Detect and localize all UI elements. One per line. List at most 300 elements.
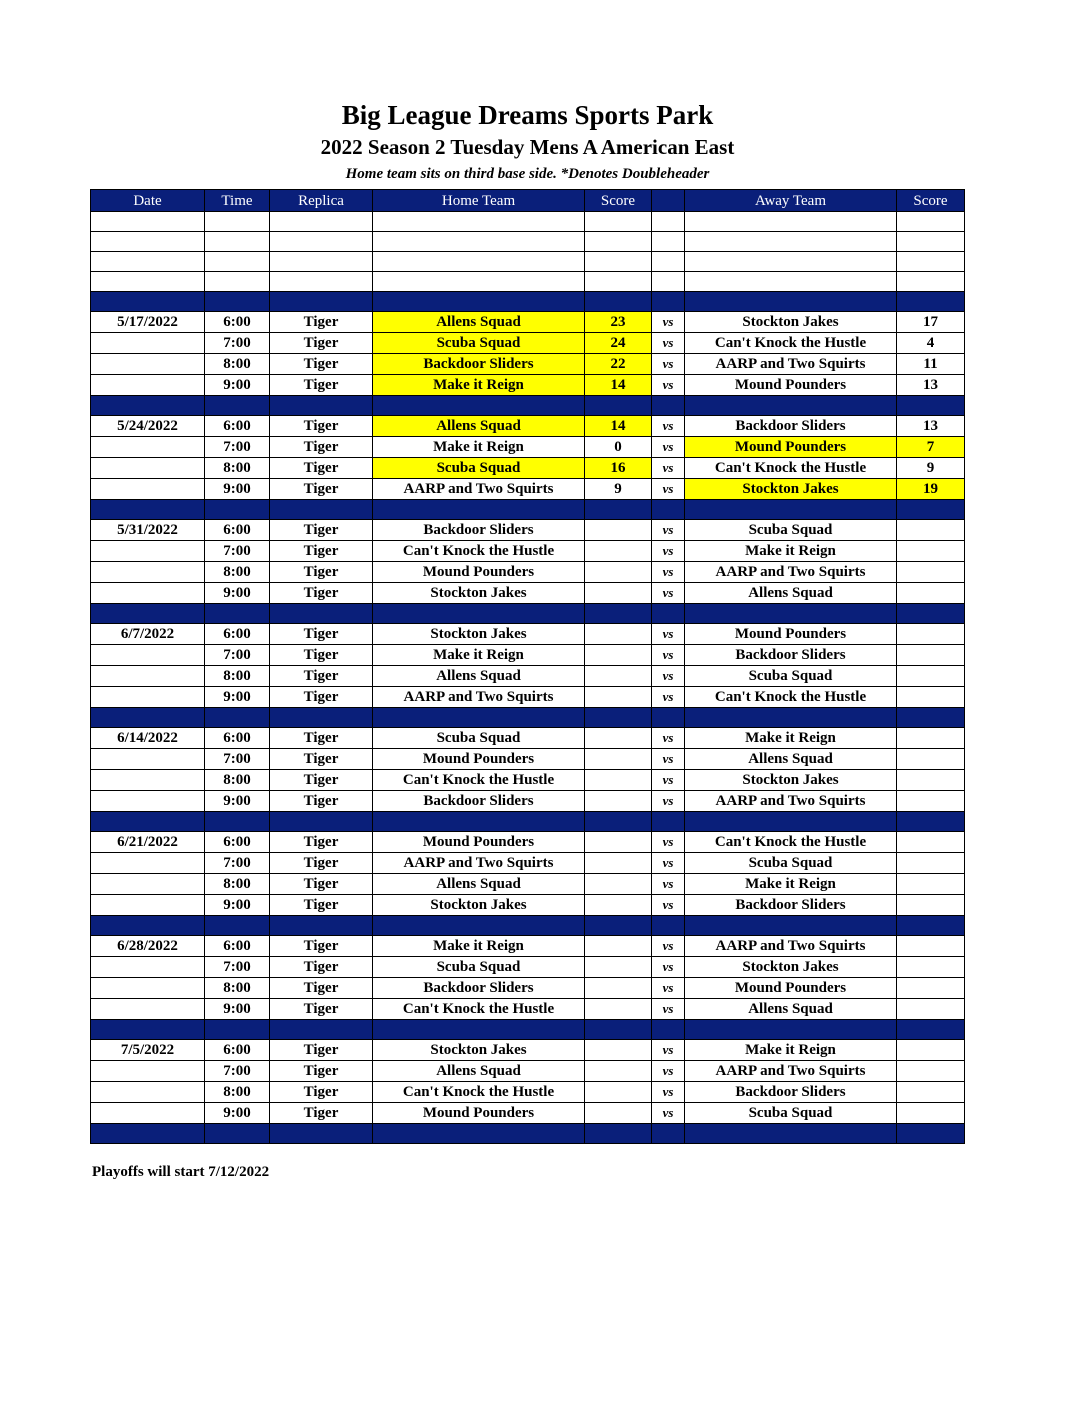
vs-cell: vs [652,666,685,687]
vs-cell: vs [652,375,685,396]
empty-cell [205,1020,270,1040]
away-score-cell [897,895,965,916]
game-row [91,999,965,1020]
empty-cell [585,1124,652,1144]
empty-cell [373,604,585,624]
empty-cell [652,396,685,416]
empty-cell [585,252,652,272]
away-score-cell: 11 [897,354,965,375]
week-separator [91,1020,965,1040]
away-team-cell: Make it Reign [685,874,897,895]
away-team-cell: Backdoor Sliders [685,416,897,437]
vs-cell: vs [652,583,685,604]
away-team-cell: Stockton Jakes [685,957,897,978]
time-cell: 8:00 [205,770,270,791]
empty-cell [270,396,373,416]
empty-cell [373,252,585,272]
empty-cell [585,232,652,252]
home-team-cell: Make it Reign [373,375,585,396]
away-score-cell: 7 [897,437,965,458]
vs-cell: vs [652,562,685,583]
home-score-cell [585,541,652,562]
away-team-cell: AARP and Two Squirts [685,791,897,812]
replica-cell: Tiger [270,895,373,916]
empty-cell [270,272,373,292]
vs-cell: vs [652,687,685,708]
empty-cell [652,292,685,312]
home-team-cell: Mound Pounders [373,1103,585,1124]
vs-cell: vs [652,437,685,458]
replica-cell: Tiger [270,624,373,645]
game-row [91,583,965,604]
replica-cell: Tiger [270,791,373,812]
empty-cell [897,812,965,832]
date-cell [91,562,205,583]
game-row [91,978,965,999]
home-score-cell [585,1103,652,1124]
replica-cell: Tiger [270,583,373,604]
date-cell [91,1082,205,1103]
col-replica: Replica [270,190,373,212]
game-row [91,957,965,978]
game-row [91,832,965,853]
home-score-cell [585,749,652,770]
empty-cell [897,292,965,312]
date-cell: 6/14/2022 [91,728,205,749]
time-cell: 9:00 [205,583,270,604]
date-cell [91,1103,205,1124]
date-cell [91,874,205,895]
away-score-cell: 13 [897,375,965,396]
vs-cell: vs [652,458,685,479]
empty-cell [91,812,205,832]
empty-cell [897,1124,965,1144]
away-score-cell [897,1103,965,1124]
home-team-cell: AARP and Two Squirts [373,853,585,874]
empty-cell [585,1020,652,1040]
playoffs-note: Playoffs will start 7/12/2022 [92,1164,270,1180]
away-score-cell [897,687,965,708]
empty-cell [652,812,685,832]
empty-cell [205,252,270,272]
empty-cell [205,500,270,520]
time-cell: 9:00 [205,895,270,916]
away-score-cell [897,666,965,687]
away-score-cell [897,936,965,957]
replica-cell: Tiger [270,333,373,354]
away-team-cell: Can't Knock the Hustle [685,333,897,354]
replica-cell: Tiger [270,957,373,978]
away-score-cell [897,541,965,562]
empty-cell [91,272,205,292]
home-score-cell [585,770,652,791]
empty-cell [205,916,270,936]
date-cell [91,333,205,354]
empty-cell [897,232,965,252]
home-team-cell: Can't Knock the Hustle [373,999,585,1020]
empty-cell [270,292,373,312]
replica-cell: Tiger [270,978,373,999]
empty-cell [652,604,685,624]
game-row [91,770,965,791]
vs-cell: vs [652,645,685,666]
empty-cell [270,232,373,252]
time-cell: 7:00 [205,957,270,978]
date-cell [91,645,205,666]
home-score-cell [585,520,652,541]
game-row [91,687,965,708]
game-row [91,624,965,645]
empty-cell [585,272,652,292]
home-score-cell [585,624,652,645]
week-separator [91,604,965,624]
empty-cell [685,708,897,728]
week-separator [91,292,965,312]
time-cell: 6:00 [205,728,270,749]
away-team-cell: AARP and Two Squirts [685,936,897,957]
home-score-cell [585,832,652,853]
empty-cell [652,212,685,232]
vs-cell: vs [652,978,685,999]
home-team-cell: Mound Pounders [373,832,585,853]
vs-cell: vs [652,1103,685,1124]
replica-cell: Tiger [270,728,373,749]
vs-cell: vs [652,1061,685,1082]
home-team-cell: Allens Squad [373,666,585,687]
empty-cell [270,604,373,624]
replica-cell: Tiger [270,1082,373,1103]
vs-cell: vs [652,874,685,895]
replica-cell: Tiger [270,1061,373,1082]
home-score-cell [585,957,652,978]
vs-cell: vs [652,624,685,645]
game-row [91,520,965,541]
game-row [91,416,965,437]
home-team-cell: Stockton Jakes [373,583,585,604]
home-team-cell: Backdoor Sliders [373,520,585,541]
vs-cell: vs [652,853,685,874]
time-cell: 7:00 [205,541,270,562]
date-cell [91,895,205,916]
vs-cell: vs [652,957,685,978]
home-score-cell: 23 [585,312,652,333]
away-team-cell: AARP and Two Squirts [685,1061,897,1082]
home-score-cell [585,666,652,687]
vs-cell: vs [652,541,685,562]
vs-cell: vs [652,832,685,853]
date-cell [91,666,205,687]
away-team-cell: Stockton Jakes [685,312,897,333]
replica-cell: Tiger [270,770,373,791]
page-subtitle: 2022 Season 2 Tuesday Mens A American East [320,135,735,159]
empty-cell [373,396,585,416]
game-row [91,666,965,687]
empty-cell [91,232,205,252]
date-cell: 6/21/2022 [91,832,205,853]
away-team-cell: AARP and Two Squirts [685,562,897,583]
replica-cell: Tiger [270,520,373,541]
date-cell [91,791,205,812]
empty-cell [652,252,685,272]
vs-cell: vs [652,936,685,957]
game-row [91,375,965,396]
home-score-cell [585,1061,652,1082]
empty-cell [373,916,585,936]
time-cell: 7:00 [205,853,270,874]
date-cell [91,541,205,562]
game-row [91,874,965,895]
week-separator [91,396,965,416]
vs-cell: vs [652,479,685,500]
home-team-cell: Allens Squad [373,416,585,437]
replica-cell: Tiger [270,479,373,500]
vs-cell: vs [652,354,685,375]
home-team-cell: Backdoor Sliders [373,791,585,812]
vs-cell: vs [652,1082,685,1103]
vs-cell: vs [652,520,685,541]
home-score-cell [585,645,652,666]
home-score-cell [585,936,652,957]
home-score-cell [585,1040,652,1061]
away-score-cell [897,978,965,999]
empty-cell [585,212,652,232]
home-score-cell [585,1082,652,1103]
replica-cell: Tiger [270,832,373,853]
date-cell [91,770,205,791]
empty-cell [91,396,205,416]
time-cell: 9:00 [205,479,270,500]
game-row [91,936,965,957]
empty-cell [585,292,652,312]
away-score-cell: 4 [897,333,965,354]
game-row [91,1103,965,1124]
empty-cell [685,272,897,292]
home-team-cell: Stockton Jakes [373,1040,585,1061]
empty-cell [205,212,270,232]
replica-cell: Tiger [270,354,373,375]
home-score-cell: 16 [585,458,652,479]
empty-cell [652,708,685,728]
replica-cell: Tiger [270,874,373,895]
time-cell: 7:00 [205,645,270,666]
empty-cell [270,212,373,232]
away-team-cell: Can't Knock the Hustle [685,832,897,853]
blank-row [91,212,965,232]
empty-cell [91,1020,205,1040]
date-cell: 7/5/2022 [91,1040,205,1061]
away-team-cell: AARP and Two Squirts [685,354,897,375]
empty-cell [897,708,965,728]
time-cell: 9:00 [205,791,270,812]
away-team-cell: Mound Pounders [685,624,897,645]
away-team-cell: Stockton Jakes [685,770,897,791]
week-separator [91,500,965,520]
game-row [91,333,965,354]
time-cell: 9:00 [205,375,270,396]
schedule-body [91,212,965,1144]
home-score-cell [585,978,652,999]
away-score-cell: 13 [897,416,965,437]
date-cell: 6/28/2022 [91,936,205,957]
home-score-cell [585,999,652,1020]
time-cell: 8:00 [205,666,270,687]
away-team-cell: Allens Squad [685,749,897,770]
game-row [91,895,965,916]
empty-cell [373,500,585,520]
away-team-cell: Make it Reign [685,541,897,562]
replica-cell: Tiger [270,562,373,583]
home-score-cell [585,853,652,874]
away-score-cell [897,999,965,1020]
empty-cell [205,272,270,292]
empty-cell [373,292,585,312]
home-score-cell: 14 [585,375,652,396]
date-cell [91,479,205,500]
time-cell: 9:00 [205,999,270,1020]
home-score-cell [585,895,652,916]
replica-cell: Tiger [270,541,373,562]
time-cell: 7:00 [205,437,270,458]
empty-cell [685,396,897,416]
date-cell [91,437,205,458]
game-row [91,479,965,500]
empty-cell [685,916,897,936]
col-time: Time [205,190,270,212]
week-separator [91,812,965,832]
date-cell [91,354,205,375]
date-cell: 6/7/2022 [91,624,205,645]
time-cell: 6:00 [205,520,270,541]
away-team-cell: Make it Reign [685,728,897,749]
date-cell [91,957,205,978]
week-separator [91,708,965,728]
home-team-cell: Can't Knock the Hustle [373,541,585,562]
away-team-cell: Can't Knock the Hustle [685,687,897,708]
game-row [91,1040,965,1061]
empty-cell [652,1124,685,1144]
date-cell [91,1061,205,1082]
col-away-team: Away Team [685,190,897,212]
away-score-cell [897,562,965,583]
empty-cell [897,916,965,936]
game-row [91,541,965,562]
home-team-cell: Backdoor Sliders [373,978,585,999]
away-team-cell: Allens Squad [685,583,897,604]
home-team-cell: Scuba Squad [373,333,585,354]
game-row [91,354,965,375]
away-score-cell [897,791,965,812]
empty-cell [373,212,585,232]
empty-cell [652,1020,685,1040]
empty-cell [685,1124,897,1144]
time-cell: 6:00 [205,832,270,853]
away-team-cell: Mound Pounders [685,978,897,999]
date-cell [91,583,205,604]
home-score-cell [585,874,652,895]
time-cell: 6:00 [205,1040,270,1061]
vs-cell: vs [652,416,685,437]
empty-cell [205,812,270,832]
empty-cell [270,708,373,728]
col-home-score: Score [585,190,652,212]
home-team-cell: Mound Pounders [373,749,585,770]
away-team-cell: Can't Knock the Hustle [685,458,897,479]
schedule-table [90,189,965,1144]
empty-cell [685,232,897,252]
empty-cell [685,604,897,624]
empty-cell [270,252,373,272]
away-score-cell [897,645,965,666]
time-cell: 6:00 [205,312,270,333]
vs-cell: vs [652,728,685,749]
away-score-cell: 17 [897,312,965,333]
away-team-cell: Backdoor Sliders [685,895,897,916]
empty-cell [91,1124,205,1144]
home-team-cell: Make it Reign [373,437,585,458]
empty-cell [373,708,585,728]
away-score-cell [897,957,965,978]
empty-cell [685,812,897,832]
date-cell [91,375,205,396]
game-row [91,437,965,458]
empty-cell [685,292,897,312]
vs-cell: vs [652,333,685,354]
home-team-cell: Make it Reign [373,645,585,666]
empty-cell [897,604,965,624]
time-cell: 6:00 [205,624,270,645]
empty-cell [373,232,585,252]
empty-cell [897,396,965,416]
empty-cell [91,500,205,520]
time-cell: 9:00 [205,687,270,708]
replica-cell: Tiger [270,375,373,396]
home-team-cell: Stockton Jakes [373,624,585,645]
empty-cell [270,916,373,936]
home-score-cell: 0 [585,437,652,458]
date-cell: 5/31/2022 [91,520,205,541]
away-team-cell: Scuba Squad [685,520,897,541]
home-team-cell: Stockton Jakes [373,895,585,916]
empty-cell [270,1124,373,1144]
empty-cell [897,212,965,232]
home-team-cell: Backdoor Sliders [373,354,585,375]
away-score-cell [897,1061,965,1082]
away-team-cell: Backdoor Sliders [685,645,897,666]
home-team-cell: Allens Squad [373,312,585,333]
vs-cell: vs [652,999,685,1020]
vs-cell: vs [652,749,685,770]
date-cell: 5/17/2022 [91,312,205,333]
game-row [91,728,965,749]
empty-cell [652,916,685,936]
away-score-cell [897,832,965,853]
home-team-cell: Scuba Squad [373,458,585,479]
home-team-note: Home team sits on third base side. *Denotes Doubleheader [345,166,710,182]
empty-cell [897,1020,965,1040]
home-team-cell: AARP and Two Squirts [373,687,585,708]
replica-cell: Tiger [270,936,373,957]
vs-cell: vs [652,895,685,916]
time-cell: 6:00 [205,936,270,957]
home-score-cell: 14 [585,416,652,437]
empty-cell [585,708,652,728]
col-away-score: Score [897,190,965,212]
away-team-cell: Scuba Squad [685,666,897,687]
empty-cell [91,292,205,312]
empty-cell [373,812,585,832]
replica-cell: Tiger [270,666,373,687]
empty-cell [685,1020,897,1040]
